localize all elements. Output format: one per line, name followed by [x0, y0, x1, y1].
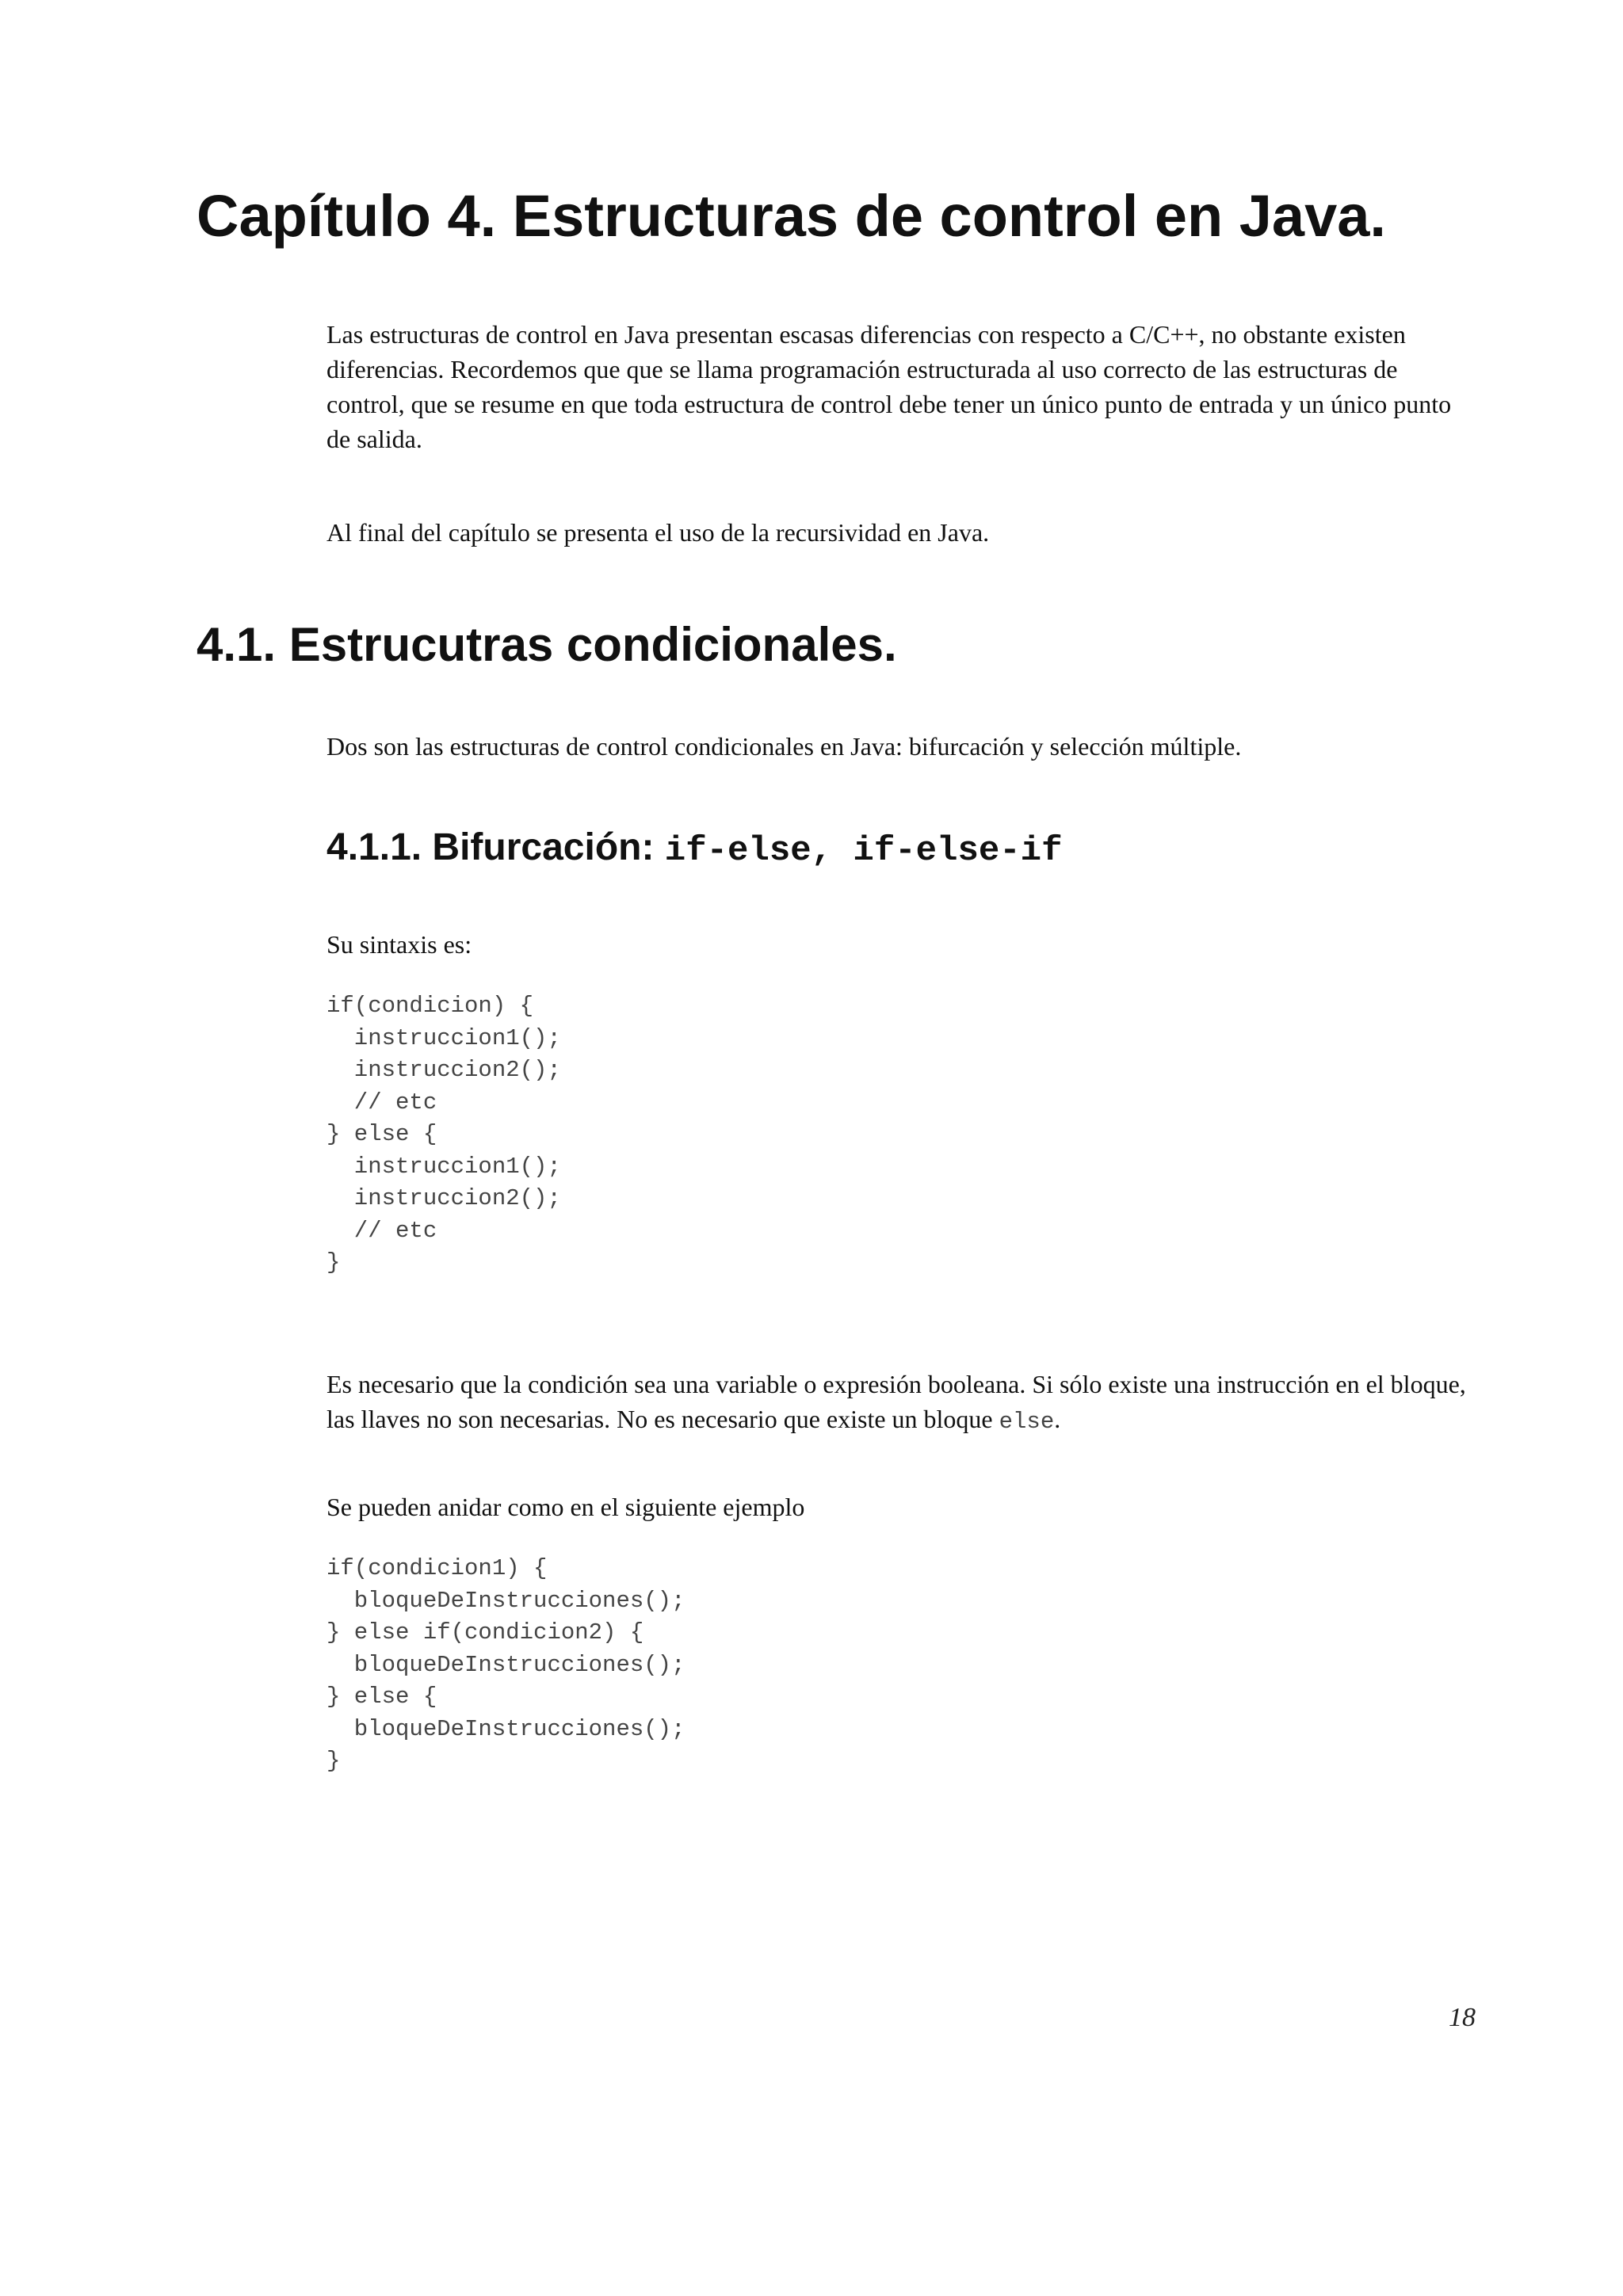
code-block-nested-if: if(condicion1) { bloqueDeInstrucciones(); } else if(condicion2) { bloqueDeInstrucciones(); } else { bloqueDeInstrucciones(); } [327, 1555, 685, 1774]
nesting-intro: Se pueden anidar como en el siguiente ejemplo [327, 1493, 805, 1521]
inline-code-else: else [999, 1409, 1055, 1435]
chapter-title: Capítulo 4. Estructuras de control en Java. [197, 183, 1386, 249]
subsection-title-code: if-else, if-else-if [664, 831, 1063, 871]
intro-paragraph-1: Las estructuras de control en Java presentan escasas diferencias con respecto a C/C++, no obstante existen diferencias. Recordemos que que se llama programación estructurada al uso correcto de las estructuras de control, que se resume en que toda estructura de control debe tener un único punto de entrada y un único punto de salida. [327, 320, 1452, 453]
page-number: 18 [1449, 2003, 1476, 2032]
condition-note-text: Es necesario que la condición sea una variable o expresión booleana. Si sólo existe una instrucción en el bloque, las llaves no son necesarias. No es necesario que existe un bloque [327, 1370, 1466, 1433]
condition-note-end: . [1054, 1405, 1061, 1433]
section-title-4-1: 4.1. Estrucutras condicionales. [197, 618, 897, 671]
code-block-if-else: if(condicion) { instruccion1(); instruccion2(); // etc } else { instruccion1(); instruccion2(); // etc } [327, 993, 561, 1276]
section-4-1-paragraph: Dos son las estructuras de control condicionales en Java: bifurcación y selección múltiple. [327, 732, 1242, 761]
subsection-title-text: 4.1.1. Bifurcación: [327, 826, 665, 868]
subsection-title-4-1-1 [327, 824, 1062, 875]
condition-note-paragraph [327, 1367, 1476, 1440]
intro-paragraph-2: Al final del capítulo se presenta el uso de la recursividad en Java. [327, 518, 990, 547]
syntax-intro: Su sintaxis es: [327, 930, 472, 959]
